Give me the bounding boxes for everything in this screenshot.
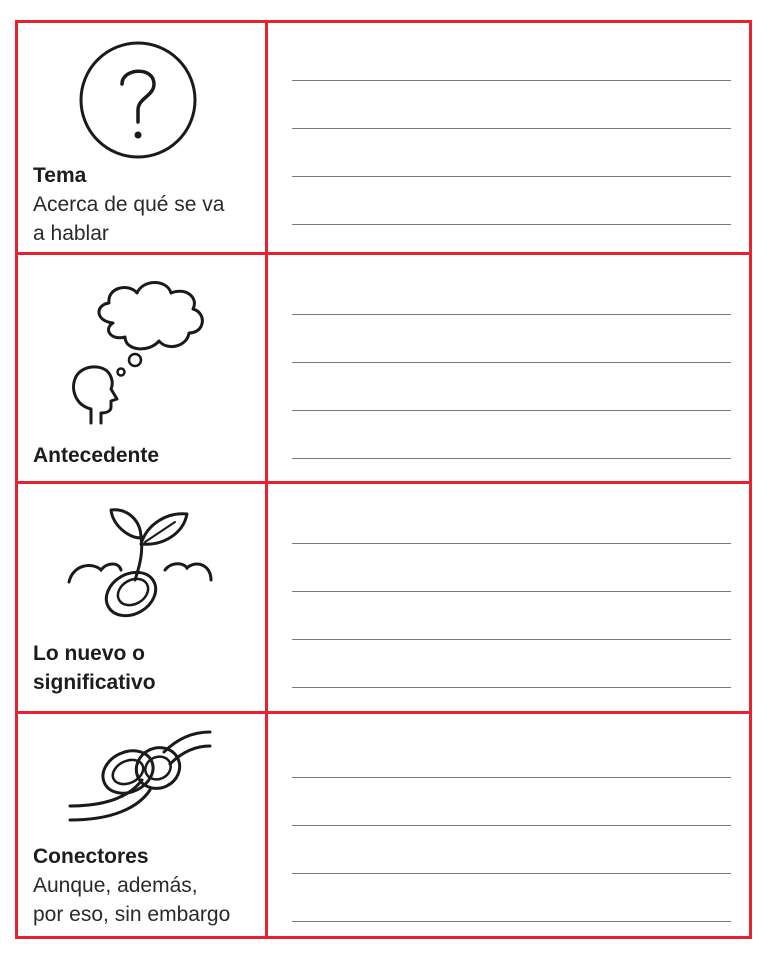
writing-line (292, 362, 731, 363)
conectores-description-line-1: Aunque, además, (33, 874, 198, 897)
thought-bubble-head-icon (63, 271, 223, 431)
writing-line (292, 224, 731, 225)
row-lo-nuevo (18, 481, 749, 711)
writing-line (292, 410, 731, 411)
row-tema (18, 23, 749, 252)
writing-area-lo-nuevo[interactable] (268, 484, 749, 711)
writing-line (292, 639, 731, 640)
tema-title: Tema (33, 164, 87, 187)
antecedente-title: Antecedente (33, 444, 160, 467)
writing-line (292, 80, 731, 81)
writing-line (292, 128, 731, 129)
writing-line (292, 591, 731, 592)
tema-description-line-2: a hablar (33, 222, 109, 245)
writing-line (292, 777, 731, 778)
label-cell-lo-nuevo (18, 484, 268, 711)
writing-line (292, 458, 731, 459)
question-mark-icon (78, 40, 198, 160)
lo-nuevo-label (33, 639, 156, 697)
lo-nuevo-title-line-1: Lo nuevo o (33, 642, 145, 665)
rope-knot-icon (68, 724, 218, 824)
worksheet-table (15, 20, 752, 939)
row-conectores (18, 711, 749, 936)
writing-line (292, 687, 731, 688)
conectores-description-line-2: por eso, sin embargo (33, 903, 231, 926)
label-cell-antecedente (18, 255, 268, 481)
sprouting-seed-icon (63, 504, 223, 624)
writing-line (292, 873, 731, 874)
tema-description-line-1: Acerca de qué se va (33, 193, 225, 216)
label-cell-conectores (18, 714, 268, 936)
label-cell-tema (18, 23, 268, 252)
writing-line (292, 921, 731, 922)
lo-nuevo-title-line-2: significativo (33, 671, 156, 694)
writing-area-tema[interactable] (268, 23, 749, 252)
writing-line (292, 314, 731, 315)
writing-area-conectores[interactable] (268, 714, 749, 936)
writing-line (292, 176, 731, 177)
writing-line (292, 825, 731, 826)
conectores-title: Conectores (33, 845, 149, 868)
antecedente-label (33, 441, 159, 470)
writing-line (292, 543, 731, 544)
conectores-label (33, 842, 230, 929)
row-antecedente (18, 252, 749, 481)
writing-area-antecedente[interactable] (268, 255, 749, 481)
tema-label (33, 161, 224, 248)
